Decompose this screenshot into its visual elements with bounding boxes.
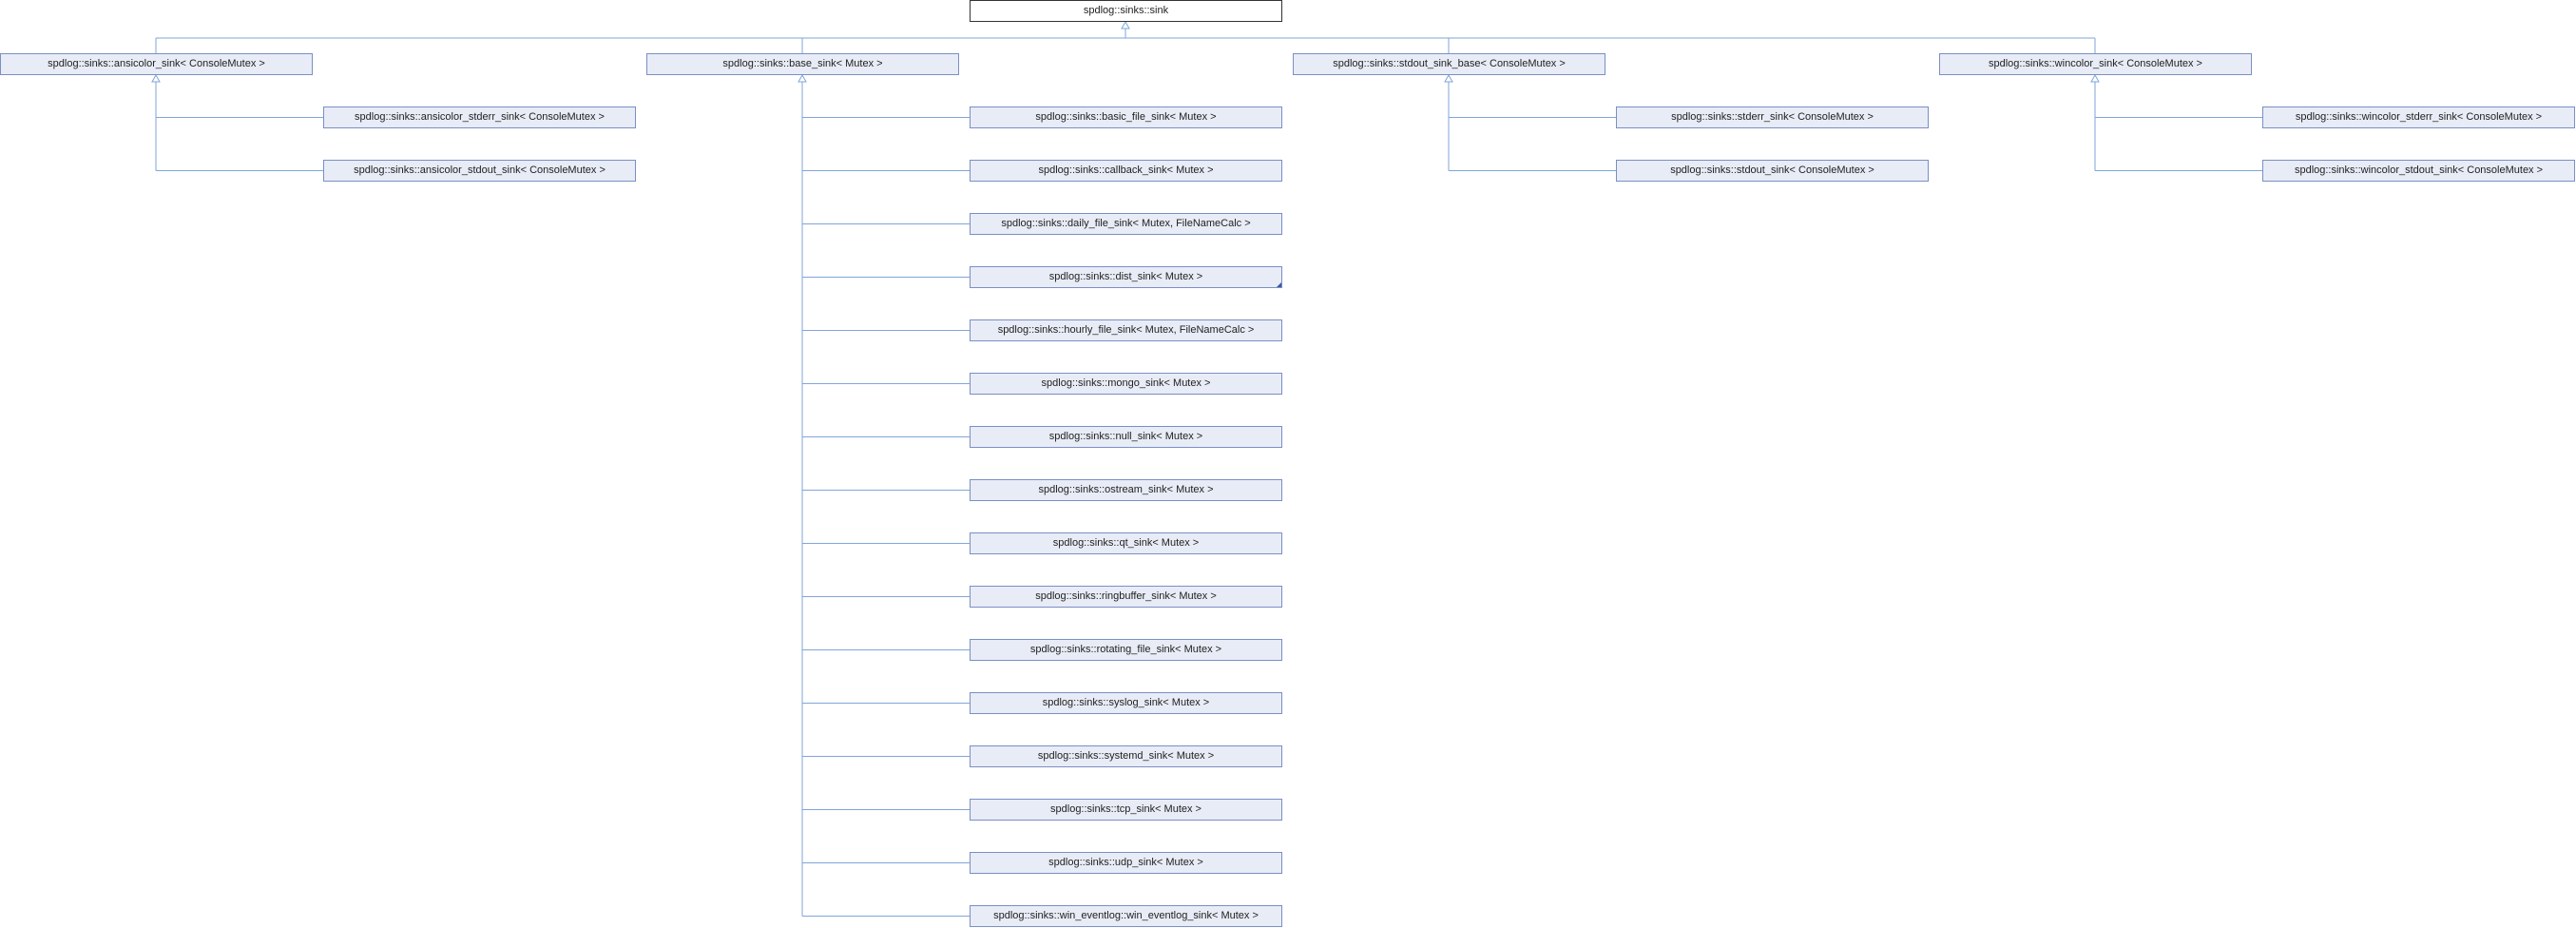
class-node-dist-sink[interactable] xyxy=(970,266,1282,288)
class-label: spdlog::sinks::rotating_file_sink< Mutex > xyxy=(1029,644,1222,655)
class-node-tcp-sink[interactable] xyxy=(970,799,1282,821)
class-node-daily-file-sink[interactable] xyxy=(970,213,1282,235)
class-label: spdlog::sinks::stderr_sink< ConsoleMutex > xyxy=(1671,111,1874,123)
class-label: spdlog::sinks::hourly_file_sink< Mutex, FileNameCalc > xyxy=(997,324,1255,336)
class-node-ostream-sink[interactable] xyxy=(970,479,1282,501)
class-label: spdlog::sinks::mongo_sink< Mutex > xyxy=(1041,377,1211,389)
class-label: spdlog::sinks::ansicolor_stdout_sink< ConsoleMutex > xyxy=(354,164,606,176)
class-node-root[interactable] xyxy=(970,0,1282,22)
class-label: spdlog::sinks::win_eventlog::win_eventlog_sink< Mutex > xyxy=(993,910,1259,921)
class-node-stdout-sink[interactable] xyxy=(1616,160,1929,182)
class-node-wincolor-stderr-sink[interactable] xyxy=(2262,106,2575,128)
class-node-wincolor-stdout-sink[interactable] xyxy=(2262,160,2575,182)
class-label: spdlog::sinks::udp_sink< Mutex > xyxy=(1048,857,1203,868)
collapsed-marker-icon xyxy=(1277,282,1281,287)
class-label: spdlog::sinks::wincolor_stderr_sink< ConsoleMutex > xyxy=(2295,111,2543,123)
class-label: spdlog::sinks::ansicolor_stderr_sink< ConsoleMutex > xyxy=(355,111,605,123)
class-label: spdlog::sinks::qt_sink< Mutex > xyxy=(1052,537,1200,549)
inheritance-arrow-icon xyxy=(798,75,806,82)
class-node-win-eventlog-sink[interactable] xyxy=(970,905,1282,927)
class-node-udp-sink[interactable] xyxy=(970,852,1282,874)
class-node-base-sink[interactable] xyxy=(646,53,959,75)
class-label: spdlog::sinks::null_sink< Mutex > xyxy=(1048,431,1203,442)
class-label: spdlog::sinks::systemd_sink< Mutex > xyxy=(1037,750,1215,762)
class-node-ringbuffer-sink[interactable] xyxy=(970,586,1282,608)
class-label: spdlog::sinks::ansicolor_sink< ConsoleMutex > xyxy=(48,58,265,69)
class-label: spdlog::sinks::basic_file_sink< Mutex > xyxy=(1035,111,1217,123)
inheritance-arrow-icon xyxy=(1122,22,1129,29)
class-label: spdlog::sinks::tcp_sink< Mutex > xyxy=(1050,803,1201,815)
class-label: spdlog::sinks::sink xyxy=(1083,5,1169,16)
class-node-null-sink[interactable] xyxy=(970,426,1282,448)
class-label: spdlog::sinks::syslog_sink< Mutex > xyxy=(1042,697,1210,708)
class-label: spdlog::sinks::ringbuffer_sink< Mutex > xyxy=(1035,590,1217,602)
class-label: spdlog::sinks::wincolor_sink< ConsoleMutex > xyxy=(1988,58,2202,69)
class-label: spdlog::sinks::callback_sink< Mutex > xyxy=(1038,164,1214,176)
class-node-syslog-sink[interactable] xyxy=(970,692,1282,714)
class-label: spdlog::sinks::dist_sink< Mutex > xyxy=(1048,271,1203,282)
class-node-mongo-sink[interactable] xyxy=(970,373,1282,395)
class-label: spdlog::sinks::stdout_sink_base< ConsoleMutex > xyxy=(1333,58,1566,69)
class-label: spdlog::sinks::daily_file_sink< Mutex, FileNameCalc > xyxy=(1001,218,1251,229)
class-node-qt-sink[interactable] xyxy=(970,532,1282,554)
inheritance-arrow-icon xyxy=(1445,75,1452,82)
class-node-ansicolor-sink[interactable] xyxy=(0,53,313,75)
class-node-basic-file-sink[interactable] xyxy=(970,106,1282,128)
class-node-hourly-file-sink[interactable] xyxy=(970,319,1282,341)
inheritance-arrow-icon xyxy=(152,75,160,82)
class-node-ansicolor-stderr-sink[interactable] xyxy=(323,106,636,128)
class-label: spdlog::sinks::ostream_sink< Mutex > xyxy=(1038,484,1214,495)
class-node-callback-sink[interactable] xyxy=(970,160,1282,182)
class-node-stdout-sink-base[interactable] xyxy=(1293,53,1605,75)
class-node-rotating-file-sink[interactable] xyxy=(970,639,1282,661)
class-node-wincolor-sink[interactable] xyxy=(1939,53,2252,75)
class-label: spdlog::sinks::wincolor_stdout_sink< ConsoleMutex > xyxy=(2294,164,2544,176)
class-node-ansicolor-stdout-sink[interactable] xyxy=(323,160,636,182)
inheritance-arrow-icon xyxy=(2091,75,2099,82)
class-label: spdlog::sinks::base_sink< Mutex > xyxy=(722,58,883,69)
class-node-stderr-sink[interactable] xyxy=(1616,106,1929,128)
class-node-systemd-sink[interactable] xyxy=(970,745,1282,767)
class-label: spdlog::sinks::stdout_sink< ConsoleMutex > xyxy=(1670,164,1874,176)
